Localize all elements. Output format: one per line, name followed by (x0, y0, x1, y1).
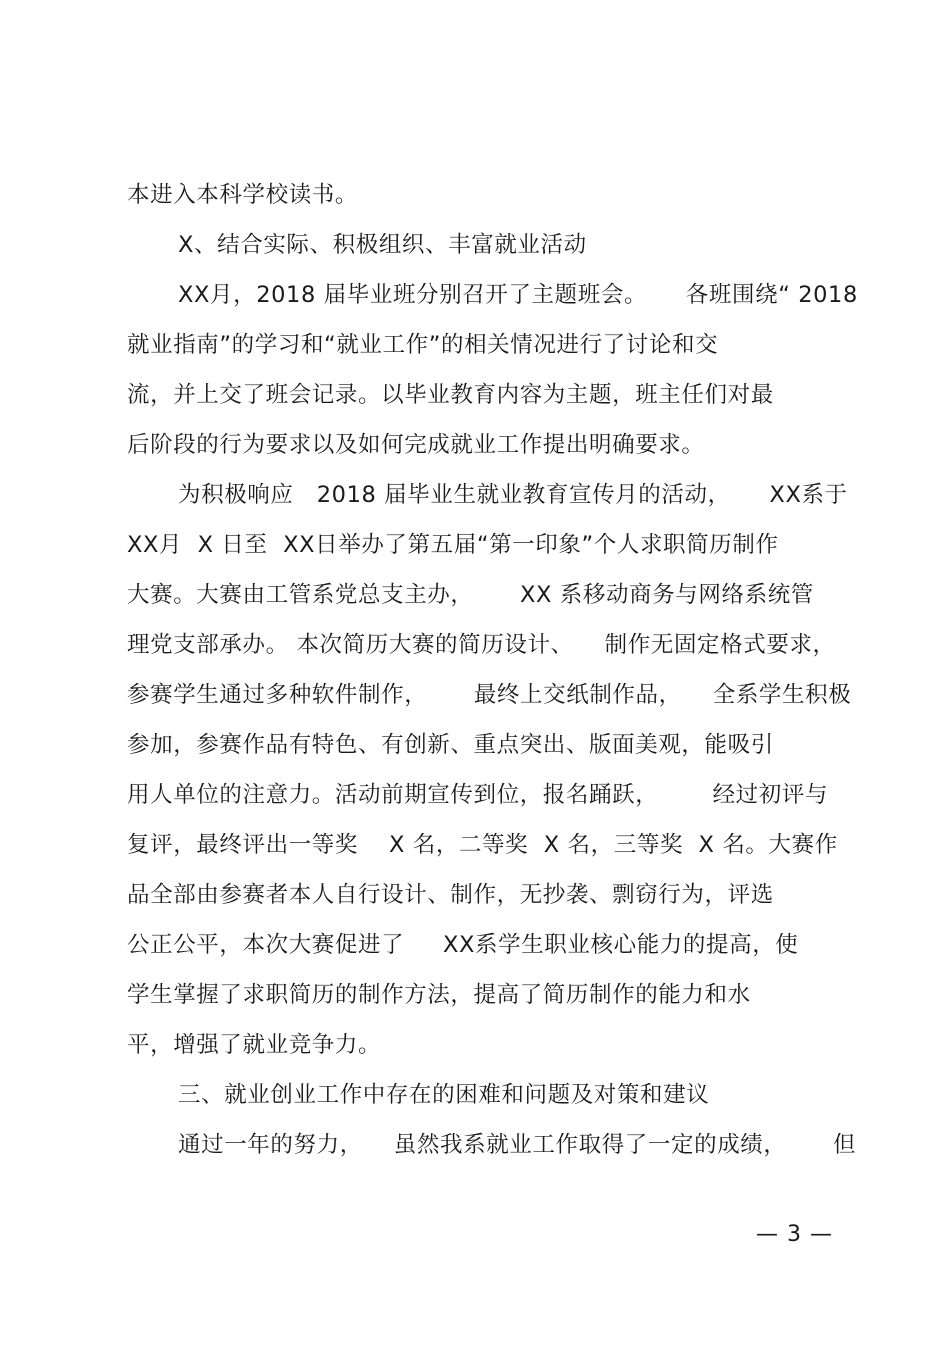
page-number: — 3 — (756, 1222, 833, 1247)
body-text-line: 公正公平，本次大赛促进了 XX系学生职业核心能力的提高，使 (127, 932, 799, 958)
section-heading: X、结合实际、积极组织、丰富就业活动 (178, 232, 587, 258)
body-text-line: 参赛学生通过多种软件制作， 最终上交纸制作品， 全系学生积极 (127, 682, 852, 708)
body-text-line: 平，增强了就业竞争力。 (127, 1032, 382, 1058)
body-text-line: 学生掌握了求职简历的制作方法，提高了简历制作的能力和水 (127, 982, 751, 1008)
body-text-line: 就业指南”的学习和“就业工作”的相关情况进行了讨论和交 (127, 332, 719, 358)
body-text-line: 大赛。大赛由工管系党总支主办， XX 系移动商务与网络系统管 (127, 582, 814, 608)
body-text-line: 理党支部承办。 本次简历大赛的简历设计、 制作无固定格式要求， (127, 632, 836, 658)
body-text-line: XX月 X 日至 XX日举办了第五届“第一印象”个人求职简历制作 (127, 532, 779, 558)
body-text-line: XX月，2018 届毕业班分别召开了主题班会。 各班围绕“ 2018 (178, 282, 858, 308)
body-text-line: 参加，参赛作品有特色、有创新、重点突出、版面美观，能吸引 (127, 732, 774, 758)
body-text-line: 品全部由参赛者本人自行设计、制作，无抄袭、剽窃行为，评选 (127, 882, 774, 908)
body-text-line: 复评，最终评出一等奖 X 名，二等奖 X 名，三等奖 X 名。大赛作 (127, 832, 838, 858)
body-text-line: 后阶段的行为要求以及如何完成就业工作提出明确要求。 (127, 432, 705, 458)
body-text-line: 用人单位的注意力。活动前期宣传到位，报名踊跃， 经过初评与 (127, 782, 829, 808)
body-text-line: 为积极响应 2018 届毕业生就业教育宣传月的活动， XX系于 (178, 482, 848, 508)
body-text-line: 流，并上交了班会记录。以毕业教育内容为主题，班主任们对最 (127, 382, 774, 408)
body-text-line: 通过一年的努力， 虽然我系就业工作取得了一定的成绩， 但 (178, 1132, 857, 1158)
body-text-line: 本进入本科学校读书。 (127, 182, 359, 208)
section-heading: 三、就业创业工作中存在的困难和问题及对策和建议 (178, 1082, 710, 1108)
